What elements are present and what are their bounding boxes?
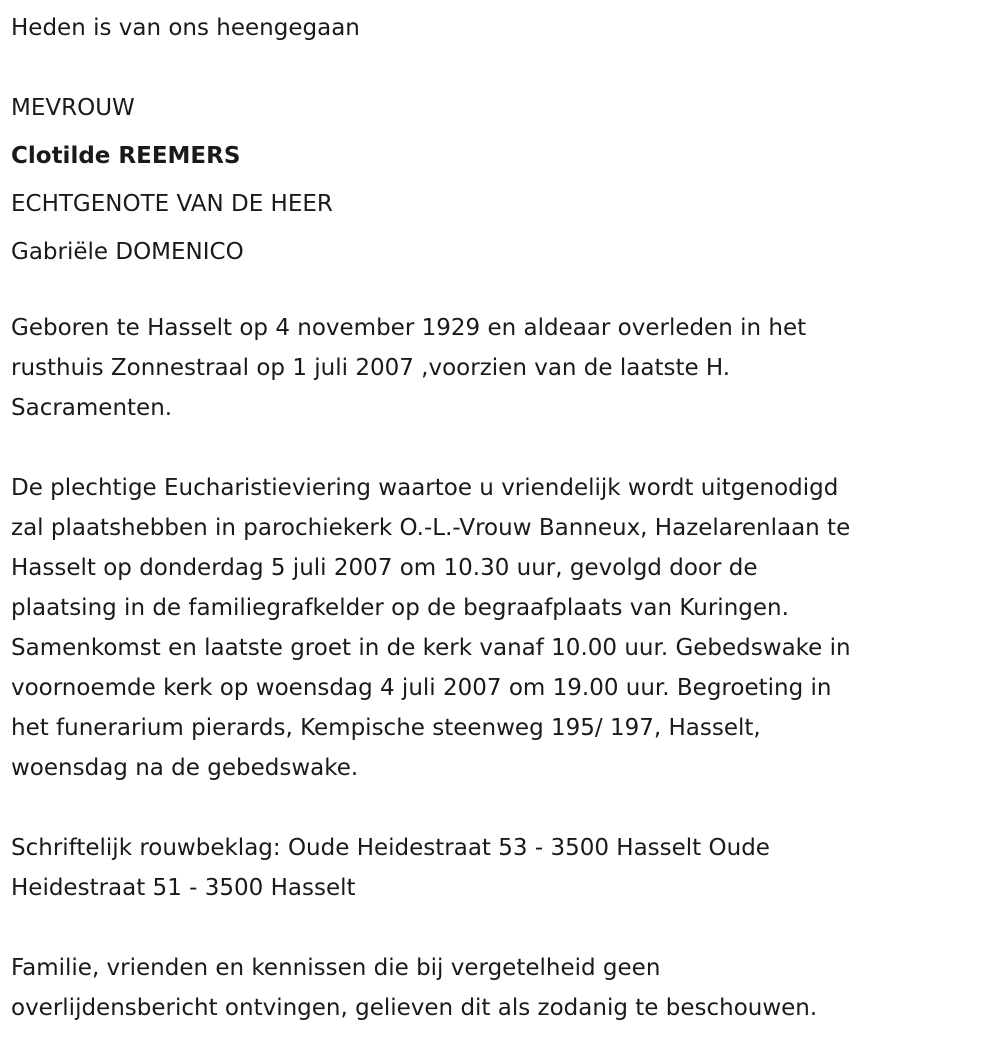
paragraph-line: plaatsing in de familiegrafkelder op de begraafplaats van Kuringen.	[11, 595, 789, 621]
ceremony-paragraph	[11, 468, 851, 788]
paragraph-line: woensdag na de gebedswake.	[11, 755, 359, 781]
paragraph-line: rusthuis Zonnestraal op 1 juli 2007 ,voorzien van de laatste H.	[11, 355, 731, 381]
condolences-paragraph	[11, 828, 851, 908]
paragraph-line: overlijdensbericht ontvingen, gelieven dit als zodanig te beschouwen.	[11, 995, 818, 1021]
relation-text: ECHTGENOTE VAN DE HEER	[11, 191, 333, 217]
deceased-name: Clotilde REEMERS	[11, 143, 241, 169]
paragraph-line: Schriftelijk rouwbeklag: Oude Heidestraat 53 - 3500 Hasselt Oude	[11, 835, 770, 861]
closing-paragraph	[11, 948, 851, 1028]
name-block	[11, 84, 851, 276]
paragraph-line: voornoemde kerk op woensdag 4 juli 2007 om 19.00 uur. Begroeting in	[11, 675, 832, 701]
paragraph-line: zal plaatshebben in parochiekerk O.-L.-Vrouw Banneux, Hazelarenlaan te	[11, 515, 851, 541]
paragraph-line: Familie, vrienden en kennissen die bij vergetelheid geen	[11, 955, 661, 981]
birth-death-paragraph	[11, 308, 851, 428]
paragraph-line: het funerarium pierards, Kempische steenweg 195/ 197, Hasselt,	[11, 715, 761, 741]
title-text: MEVROUW	[11, 95, 135, 121]
paragraph-line: Sacramenten.	[11, 395, 173, 421]
obituary-document	[11, 8, 851, 1028]
intro-text: Heden is van ons heengegaan	[11, 15, 360, 41]
paragraph-line: De plechtige Eucharistieviering waartoe u vriendelijk wordt uitgenodigd	[11, 475, 839, 501]
paragraph-line: Samenkomst en laatste groet in de kerk vanaf 10.00 uur. Gebedswake in	[11, 635, 851, 661]
spouse-name: Gabriële DOMENICO	[11, 239, 244, 265]
paragraph-line: Geboren te Hasselt op 4 november 1929 en aldeaar overleden in het	[11, 315, 807, 341]
paragraph-line: Heidestraat 51 - 3500 Hasselt	[11, 875, 356, 901]
paragraph-line: Hasselt op donderdag 5 juli 2007 om 10.30 uur, gevolgd door de	[11, 555, 758, 581]
